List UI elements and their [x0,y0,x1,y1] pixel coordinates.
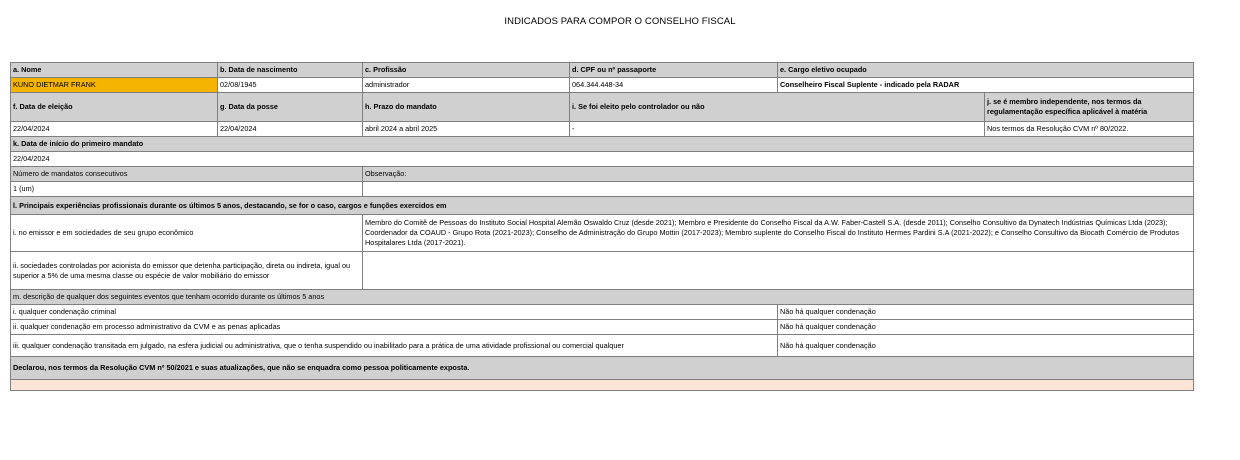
peach-row [11,380,1194,391]
header-cpf: d. CPF ou nº passaporte [570,63,778,78]
inicio-primeiro-mandato-value: 22/04/2024 [11,152,1194,167]
header-eleito-controlador: i. Se foi eleito pelo controlador ou não [570,93,985,122]
header-nome: a. Nome [11,63,218,78]
observacao-value [363,182,1194,197]
header-row-1 [11,63,1194,78]
header-inicio-primeiro-mandato: k. Data de início do primeiro mandato [11,137,1194,152]
prazo-mandato-value: abril 2024 a abril 2025 [363,122,570,137]
declaracao-value [11,380,1194,391]
condenacao-transitada-value: Não há qualquer condenação [778,335,1194,357]
conselho-fiscal-table [10,62,1194,391]
header-profissao: c. Profissão [363,63,570,78]
eleito-controlador-value: - [570,122,985,137]
value-row-1 [11,78,1194,93]
document-title: INDICADOS PARA COMPOR O CONSELHO FISCAL [504,16,736,27]
header-row-3 [11,137,1194,152]
data-posse-value: 22/04/2024 [218,122,363,137]
header-row-5 [11,197,1194,215]
numero-mandatos-value: 1 (um) [11,182,363,197]
value-row-2 [11,122,1194,137]
header-cargo: e. Cargo eletivo ocupado [778,63,1194,78]
cargo-value: Conselheiro Fiscal Suplente - indicado pela RADAR [778,78,1194,93]
experiencia-controladas-row [11,252,1194,290]
membro-independente-value: Nos termos da Resolução CVM nº 80/2022. [985,122,1194,137]
header-prazo-mandato: h. Prazo do mandato [363,93,570,122]
header-data-eleicao: f. Data de eleição [11,93,218,122]
header-data-nascimento: b. Data de nascimento [218,63,363,78]
condenacao-cvm-label: ii. qualquer condenação em processo administrativo da CVM e as penas aplicadas [11,320,778,335]
experiencia-emissor-row [11,215,1194,252]
condenacao-cvm-row [11,320,1194,335]
experiencia-emissor-label: i. no emissor e em sociedades de seu grupo econômico [11,215,363,252]
condenacao-transitada-row [11,335,1194,357]
header-numero-mandatos: Número de mandatos consecutivos [11,167,363,182]
declaracao-row [11,357,1194,380]
experiencia-controladas-label: ii. sociedades controladas por acionista do emissor que detenha participação, direta ou indireta, igual ou superior a 5% de uma mesma classe ou espécie de valor mobiliário do emissor [11,252,363,290]
header-data-posse: g. Data da posse [218,93,363,122]
profissao-value: administrador [363,78,570,93]
header-observacao: Observação: [363,167,1194,182]
condenacao-cvm-value: Não há qualquer condenação [778,320,1194,335]
value-row-3 [11,152,1194,167]
experiencia-controladas-value [363,252,1194,290]
condenacao-criminal-label: i. qualquer condenação criminal [11,305,778,320]
data-eleicao-value: 22/04/2024 [11,122,218,137]
nome-value: KUNO DIETMAR FRANK [11,78,218,93]
condenacao-criminal-row [11,305,1194,320]
condenacao-criminal-value: Não há qualquer condenação [778,305,1194,320]
cpf-value: 064.344.448-34 [570,78,778,93]
value-row-4 [11,182,1194,197]
header-eventos: m. descrição de qualquer dos seguintes eventos que tenham ocorrido durante os últimos 5 anos [11,290,1194,305]
data-nascimento-value: 02/08/1945 [218,78,363,93]
header-membro-independente: j. se é membro independente, nos termos da regulamentação específica aplicável à matéria [985,93,1194,122]
header-row-6 [11,290,1194,305]
header-row-4 [11,167,1194,182]
condenacao-transitada-label: iii. qualquer condenação transitada em julgado, na esfera judicial ou administrativa, que o tenha suspendido ou inabilitado para a prática de uma atividade profissional ou comercial qualquer [11,335,778,357]
header-experiencias-profissionais: l. Principais experiências profissionais durante os últimos 5 anos, destacando, se for o caso, cargos e funções exercidos em [11,197,1194,215]
declaracao-pessoa-politicamente-exposta: Declarou, nos termos da Resolução CVM nº 50/2021 e suas atualizações, que não se enquadra como pessoa politicamente exposta. [11,357,1194,380]
header-row-2 [11,93,1194,122]
experiencia-emissor-value: Membro do Comitê de Pessoas do Instituto Social Hospital Alemão Oswaldo Cruz (desde 2021); Membro e Presidente do Conselho Fiscal da A.W. Faber-Castell S.A. (desde 2011); Conselho Consultivo da Dynatech Indústrias Químicas Ltda (2023); Coordenador da COAUD - Grupo Rota (2021-2023); Conselho de Administração do Grupo Mottin (2017-2023); Membro suplente do Conselho Fiscal do Instituto Hermes Pardini S.A (2021-2022); e Conselho Consultivo da Biocath Comércio de Produtos Hospitalares Ltda (2017-2021). [363,215,1194,252]
